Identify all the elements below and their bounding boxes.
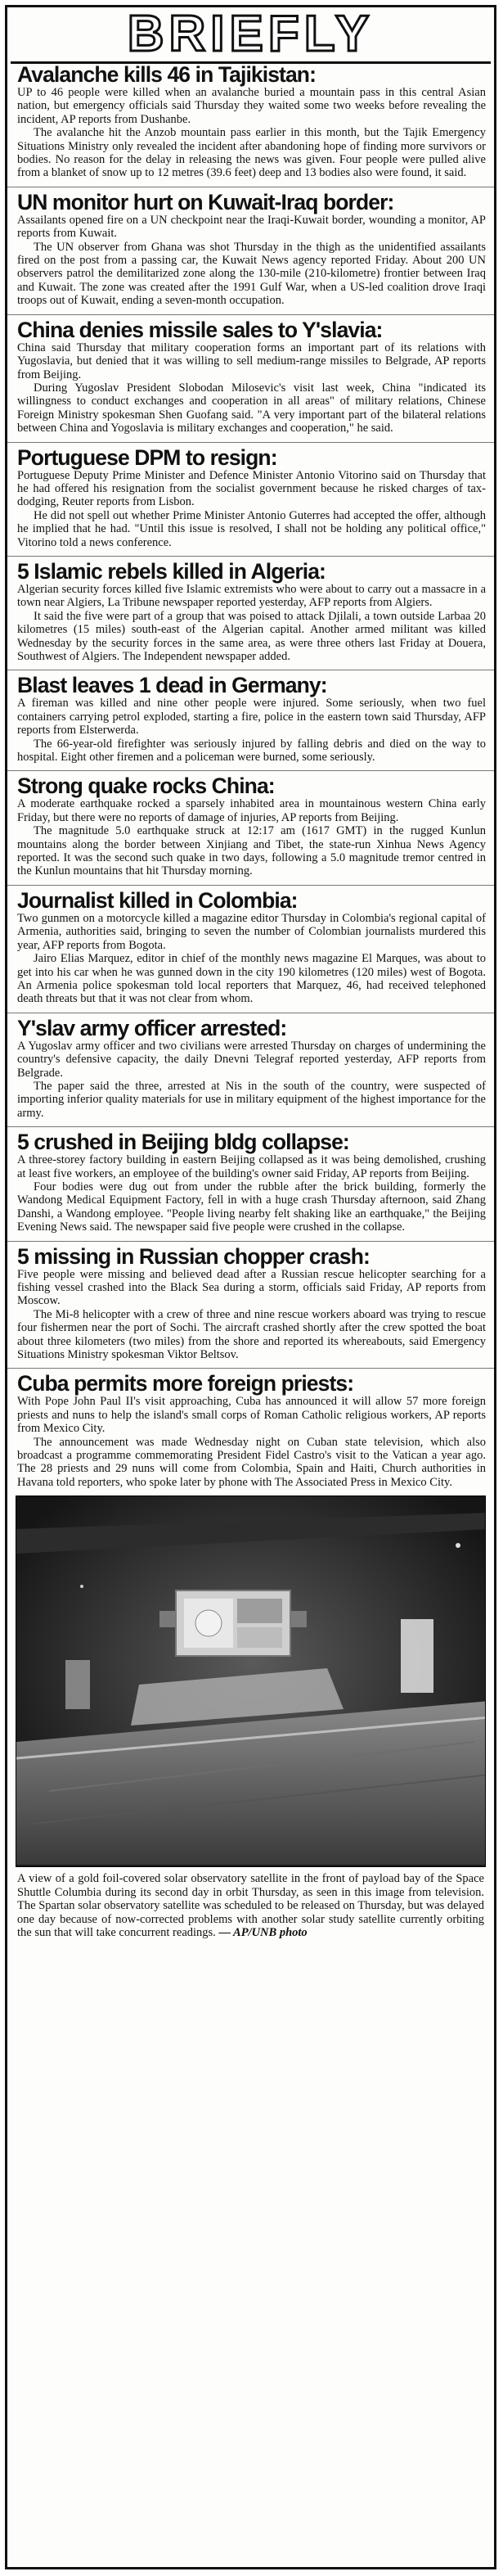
news-story (7, 1013, 494, 1120)
story-paragraph: The avalanche hit the Anzob mountain pass earlier in this month, but the Tajik Emergency Situations Ministry only revealed the incident after abandoning hope of finding more survivors or bodies. No reason for the delay in releasing the news was given. Four people were pulled alive from a blanket of snow up to 12 metres (39.6 feet) deep and 13 bodies also were found, it said. (17, 126, 486, 180)
photo-caption (7, 1867, 494, 1939)
story-headline: Journalist killed in Colombia: (17, 887, 298, 913)
story-paragraph: Jairo Elias Marquez, editor in chief of the monthly news magazine El Marques, was about to get into his car when he was gunned down in the city 190 kilometres (120 miles) west of Bogota. An Armenia police spokesman told local reporters that Marquez, 46, had received telephoned death threats but that it was not clear from whom. (17, 952, 486, 1006)
story-headline: Portuguese DPM to resign: (17, 444, 277, 470)
story-headline: China denies missile sales to Y'slavia: (17, 317, 383, 342)
story-paragraph: The 66-year-old firefighter was seriously injured by falling debris and died on the way to hospital. Eight other firemen and a policeman were burned, some seriously. (17, 737, 486, 765)
story-paragraph: The magnitude 5.0 earthquake struck at 12:17 am (1617 GMT) in the rugged Kunlun mountains along the border between Xinjiang and Tibet, the state-run Xinhua News Agency reported. It was the second such quake in two days, following a 5.0 magnitude tremor centred in the Kunlun mountains that hit Thursday morning. (17, 824, 486, 878)
story-paragraph: Four bodies were dug out from under the rubble after the brick building, formerly the Wandong Medical Equipment Factory, fell in with a huge crash Thursday afternoon, said Zhang Danshi, a Wandong employee. "People living nearby felt shaking like an earthquake," the Beijing Evening News said. The newspaper said five people were crushed in the collapse. (17, 1180, 486, 1234)
news-story (7, 1368, 494, 1489)
masthead-title: BRIEFLY (127, 6, 375, 62)
story-paragraph: A three-storey factory building in eastern Beijing collapsed as it was being demolished, crushing at least five workers, an employee of the building's owner said Friday, AP reports from Beijing. (17, 1153, 486, 1180)
satellite-photo (16, 1496, 486, 1867)
story-paragraph: The announcement was made Wednesday night on Cuban state television, which also broadcast a programme commemorating President Fidel Castro's visit to the Vatican a year ago. The 28 priests and 29 nuns will come from Colombia, Spain and Haiti, Church authorities in Havana told reporters, who spoke later by phone with The Associated Press in Mexico City. (17, 1435, 486, 1489)
news-story (7, 770, 494, 877)
story-paragraph: Five people were missing and believed dead after a Russian rescue helicopter searching for a fishing vessel crashed into the Black Sea during a storm, officials said Friday, AP reports from Moscow. (17, 1267, 486, 1308)
story-headline: 5 missing in Russian chopper crash: (17, 1243, 370, 1269)
story-paragraph: China said Thursday that military cooperation forms an important part of its relations with Yugoslavia, but denied that it was willing to sell medium-range missiles to Belgrade, AP reports from Beijing. (17, 341, 486, 381)
news-story (7, 1241, 494, 1362)
news-story (7, 556, 494, 663)
story-paragraph: A fireman was killed and nine other people were injured. Some seriously, when two fuel containers carrying petrol exploded, starting a fire, police in the eastern town said Thursday, AFP reports from Elsterwerda. (17, 697, 486, 738)
story-paragraph: Algerian security forces killed five Islamic extremists who were about to carry out a massacre in a town near Algiers, La Tribune newspaper reported yesterday, AFP reports from Algiers. (17, 582, 486, 610)
news-story (7, 64, 494, 180)
news-story (7, 314, 494, 435)
story-paragraph: A Yugoslav army officer and two civilians were arrested Thursday on charges of undermining the country's defensive capacity, the daily Dnevni Telegraf reported yesterday, AFP reports from Belgrade. (17, 1039, 486, 1080)
story-paragraph: Assailants opened fire on a UN checkpoint near the Iraqi-Kuwait border, wounding a monitor, AP reports from Kuwait. (17, 213, 486, 241)
story-paragraph: During Yugoslav President Slobodan Milosevic's visit last week, China "indicated its willingness to conduct exchanges and cooperation in all areas" of military relations, Chinese Foreign Ministry spokesman Shen Guofang said. "A very important part of the bilateral relations between China and Yogoslavia is military exchanges and cooperation," he said. (17, 381, 486, 435)
photo-caption-text: A view of a gold foil-covered solar observatory satellite in the front of payload bay of the Space Shuttle Columbia during its second day in orbit Thursday, as seen in this image from television. The Spartan solar observatory satellite was scheduled to be released on Thursday, but was delayed one day because of now-corrected problems with another solar study satellite currently orbiting the sun that will take concurrent readings. (17, 1872, 484, 1939)
story-paragraph: The paper said the three, arrested at Nis in the south of the country, were suspected of importing inferior quality materials for use in military equipment of the highest importance for the army. (17, 1079, 486, 1120)
story-paragraph: He did not spell out whether Prime Minister Antonio Guterres had accepted the offer, although he implied that he had. "Until this issue is resolved, I shall not be holding any political office," Vitorino told a news conference. (17, 508, 486, 549)
photo-credit: — AP/UNB photo (218, 1925, 308, 1939)
story-paragraph: UP to 46 people were killed when an avalanche buried a mountain pass in this central Asian nation, but emergency officials said Thursday they waited some two weeks before revealing the incident, AP reports from Dushanbe. (17, 86, 486, 126)
story-headline: Strong quake rocks China: (17, 774, 275, 799)
news-story (7, 187, 494, 308)
story-headline: 5 Islamic rebels killed in Algeria: (17, 558, 326, 584)
news-story (7, 1126, 494, 1234)
satellite-photo-image (16, 1496, 486, 1865)
news-story (7, 885, 494, 1006)
masthead (11, 7, 491, 64)
story-headline: UN monitor hurt on Kuwait-Iraq border: (17, 189, 394, 214)
story-paragraph: Portuguese Deputy Prime Minister and Defence Minister Antonio Vitorino said on Thursday that he had offered his resignation from the socialist government because he risked charges of tax-dodging, Reuter reports from Lisbon. (17, 468, 486, 509)
news-story (7, 442, 494, 549)
stories-list (7, 64, 494, 1489)
story-headline: Cuba permits more foreign priests: (17, 1371, 354, 1396)
story-headline: Y'slav army officer arrested: (17, 1015, 287, 1040)
story-headline: 5 crushed in Beijing bldg collapse: (17, 1130, 349, 1155)
story-paragraph: The UN observer from Ghana was shot Thursday in the thigh as the unidentified assailants fired on the post from a passing car, the Kuwait News agency reported Friday. About 200 UN observers patrol the demilitarized zone along the 130-mile (210-kilometre) frontier between Iraq and Kuwait. The zone was created after the 1991 Gulf War, when a US-led coalition drove Iraqi troops out of Kuwait, ending a seven-month occupation. (17, 240, 486, 308)
story-headline: Blast leaves 1 dead in Germany: (17, 673, 327, 698)
story-paragraph: With Pope John Paul II's visit approaching, Cuba has announced it will allow 57 more foreign priests and nuns to help the island's small corps of Roman Catholic religious workers, AP reports from Mexico City. (17, 1395, 486, 1436)
story-paragraph: It said the five were part of a group that was poised to attack Djilali, a town outside Larbaa 20 kilometres (15 miles) south-east of the Algerian capital. Another armed militant was killed Wednesday by the security forces in the same area, as were three others last Friday at Douera, Southwest of Algiers. The Independent newspaper added. (17, 609, 486, 663)
story-headline: Avalanche kills 46 in Tajikistan: (17, 62, 317, 87)
briefly-column (5, 5, 496, 2569)
news-story (7, 670, 494, 764)
story-paragraph: A moderate earthquake rocked a sparsely inhabited area in mountainous western China early Friday, but there were no reports of damage of injuries, AP reports from Beijing. (17, 797, 486, 824)
story-paragraph: Two gunmen on a motorcycle killed a magazine editor Thursday in Colombia's regional capital of Armenia, authorities said, bringing to seven the number of Colombian journalists murdered this year, AFP reports from Bogota. (17, 911, 486, 952)
story-paragraph: The Mi-8 helicopter with a crew of three and nine rescue workers aboard was trying to rescue four fishermen near the port of Sochi. The aircraft crashed shortly after the crew spotted the boat about three kilometers (two miles) from the shore and reported its whereabouts, said Emergency Situations Ministry spokesman Viktor Beltsov. (17, 1307, 486, 1362)
